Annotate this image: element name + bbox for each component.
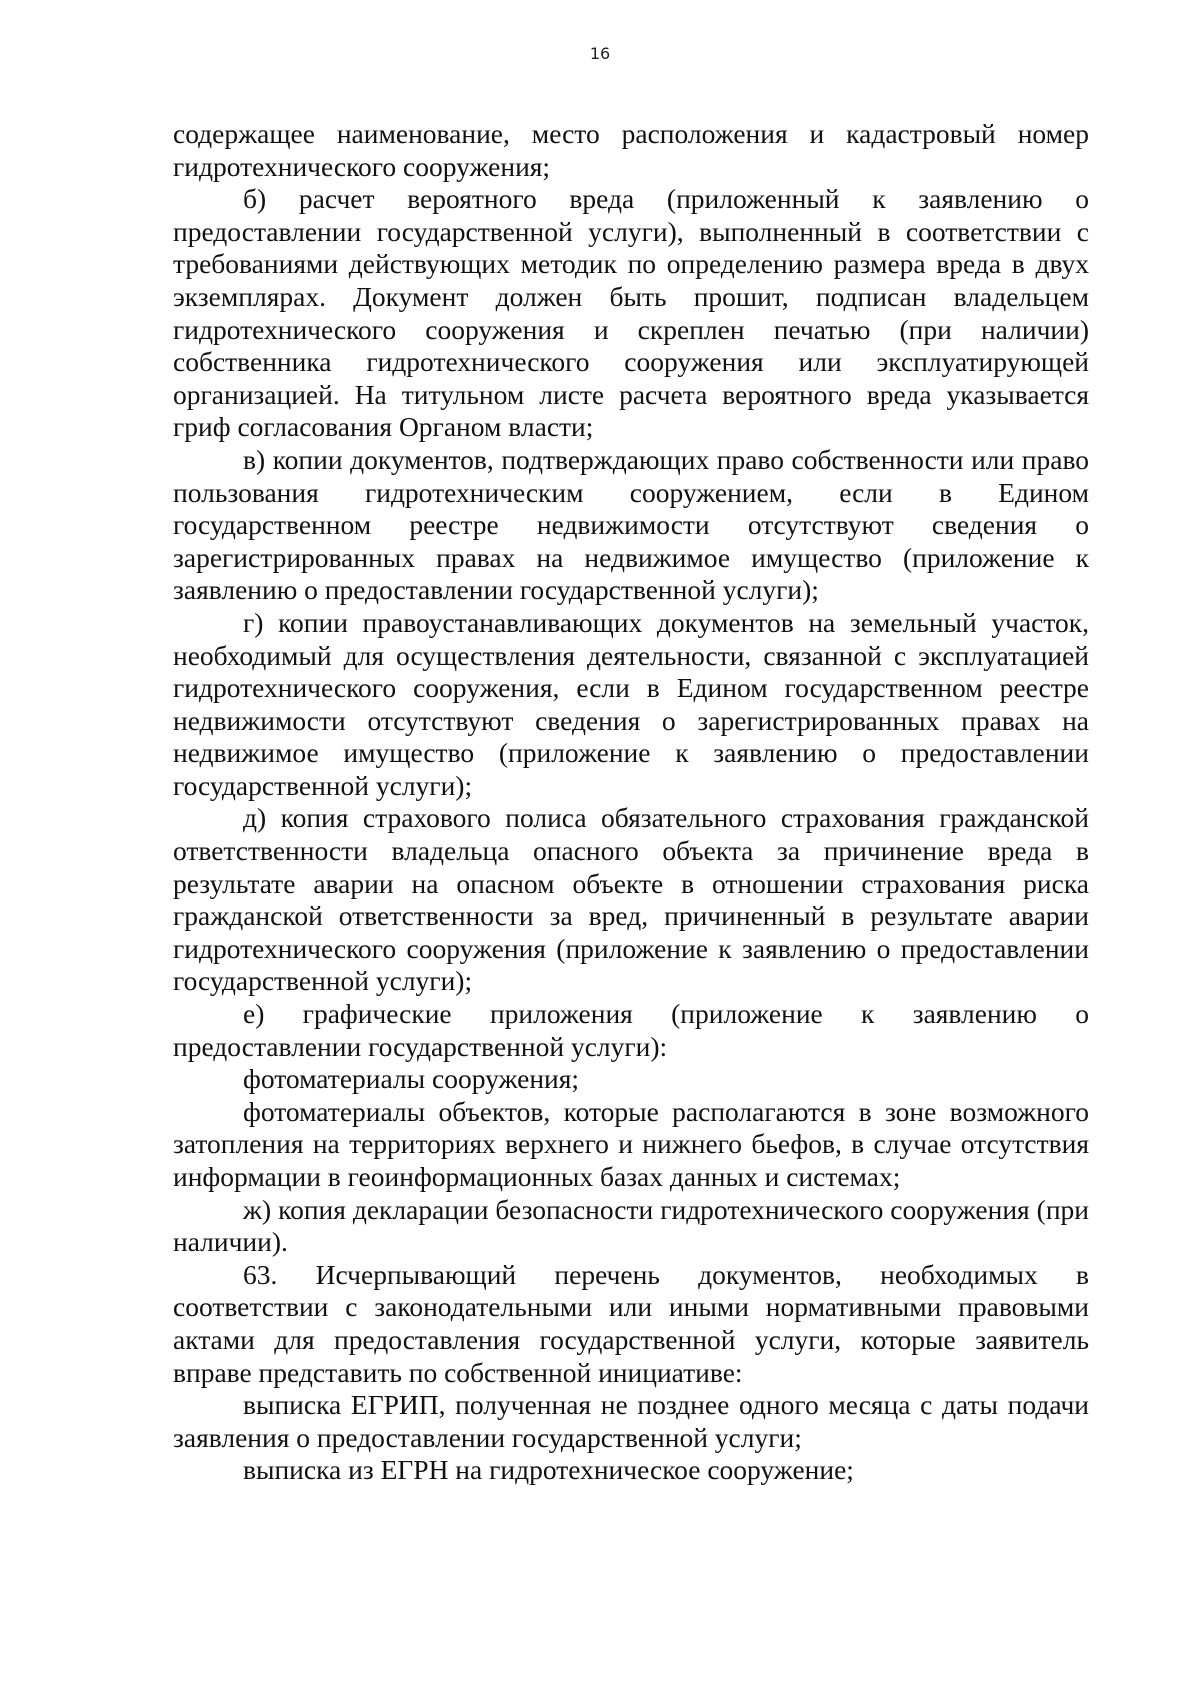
paragraph-item-d: д) копия страхового полиса обязательного страхования гражданской ответственности владельца опасного объекта за причинение вреда в результате аварии на опасном объекте в отношении страхования риска гражданской ответственности за вред, причиненный в результате аварии гидротехнического сооружения (приложение к заявлению о предоставлении государственной услуги); — [173, 802, 1089, 997]
paragraph-item-g: г) копии правоустанавливающих документов на земельный участок, необходимый для осуществления деятельности, связанной с эксплуатацией гидротехнического сооружения, если в Едином государственном реестре недвижимости отсутствуют сведения о зарегистрированных правах на недвижимое имущество (приложение к заявлению о предоставлении государственной услуги); — [173, 606, 1089, 801]
paragraph-egrip-extract: выписка ЕГРИП, полученная не позднее одного месяца с даты подачи заявления о предоставлении государственной услуги; — [173, 1389, 1089, 1453]
paragraph-continuation: содержащее наименование, место расположения и кадастровый номер гидротехнического сооружения; — [173, 118, 1089, 182]
paragraph-clause-63: 63. Исчерпывающий перечень документов, необходимых в соответствии с законодательными или иными нормативными правовыми актами для предоставления государственной услуги, которые заявитель вправе представить по собственной инициативе: — [173, 1258, 1089, 1388]
paragraph-egrn-extract: выписка из ЕГРН на гидротехническое сооружение; — [243, 1454, 854, 1486]
page-number: 16 — [589, 44, 611, 63]
paragraph-photo-structure: фотоматериалы сооружения; — [243, 1063, 580, 1095]
paragraph-photo-objects: фотоматериалы объектов, которые располагаются в зоне возможного затопления на территориях верхнего и нижнего бьефов, в случае отсутствия информации в геоинформационных базах данных и системах; — [173, 1095, 1089, 1192]
document-body — [173, 118, 1089, 1487]
paragraph-item-zh: ж) копия декларации безопасности гидротехнического сооружения (при наличии). — [173, 1193, 1089, 1258]
paragraph-item-v: в) копии документов, подтверждающих право собственности или право пользования гидротехническим сооружением, если в Едином государственном реестре недвижимости отсутствуют сведения о зарегистрированных правах на недвижимое имущество (приложение к заявлению о предоставлении государственной услуги); — [173, 443, 1089, 606]
paragraph-item-b: б) расчет вероятного вреда (приложенный к заявлению о предоставлении государственной услуги), выполненный в соответствии с требованиями действующих методик по определению размера вреда в двух экземплярах. Документ должен быть прошит, подписан владельцем гидротехнического сооружения и скреплен печатью (при наличии) собственника гидротехнического сооружения или эксплуатирующей организацией. На титульном листе расчета вероятного вреда указывается гриф согласования Органом власти; — [173, 183, 1089, 443]
paragraph-item-e: е) графические приложения (приложение к заявлению о предоставлении государственной услуги): — [173, 998, 1089, 1062]
